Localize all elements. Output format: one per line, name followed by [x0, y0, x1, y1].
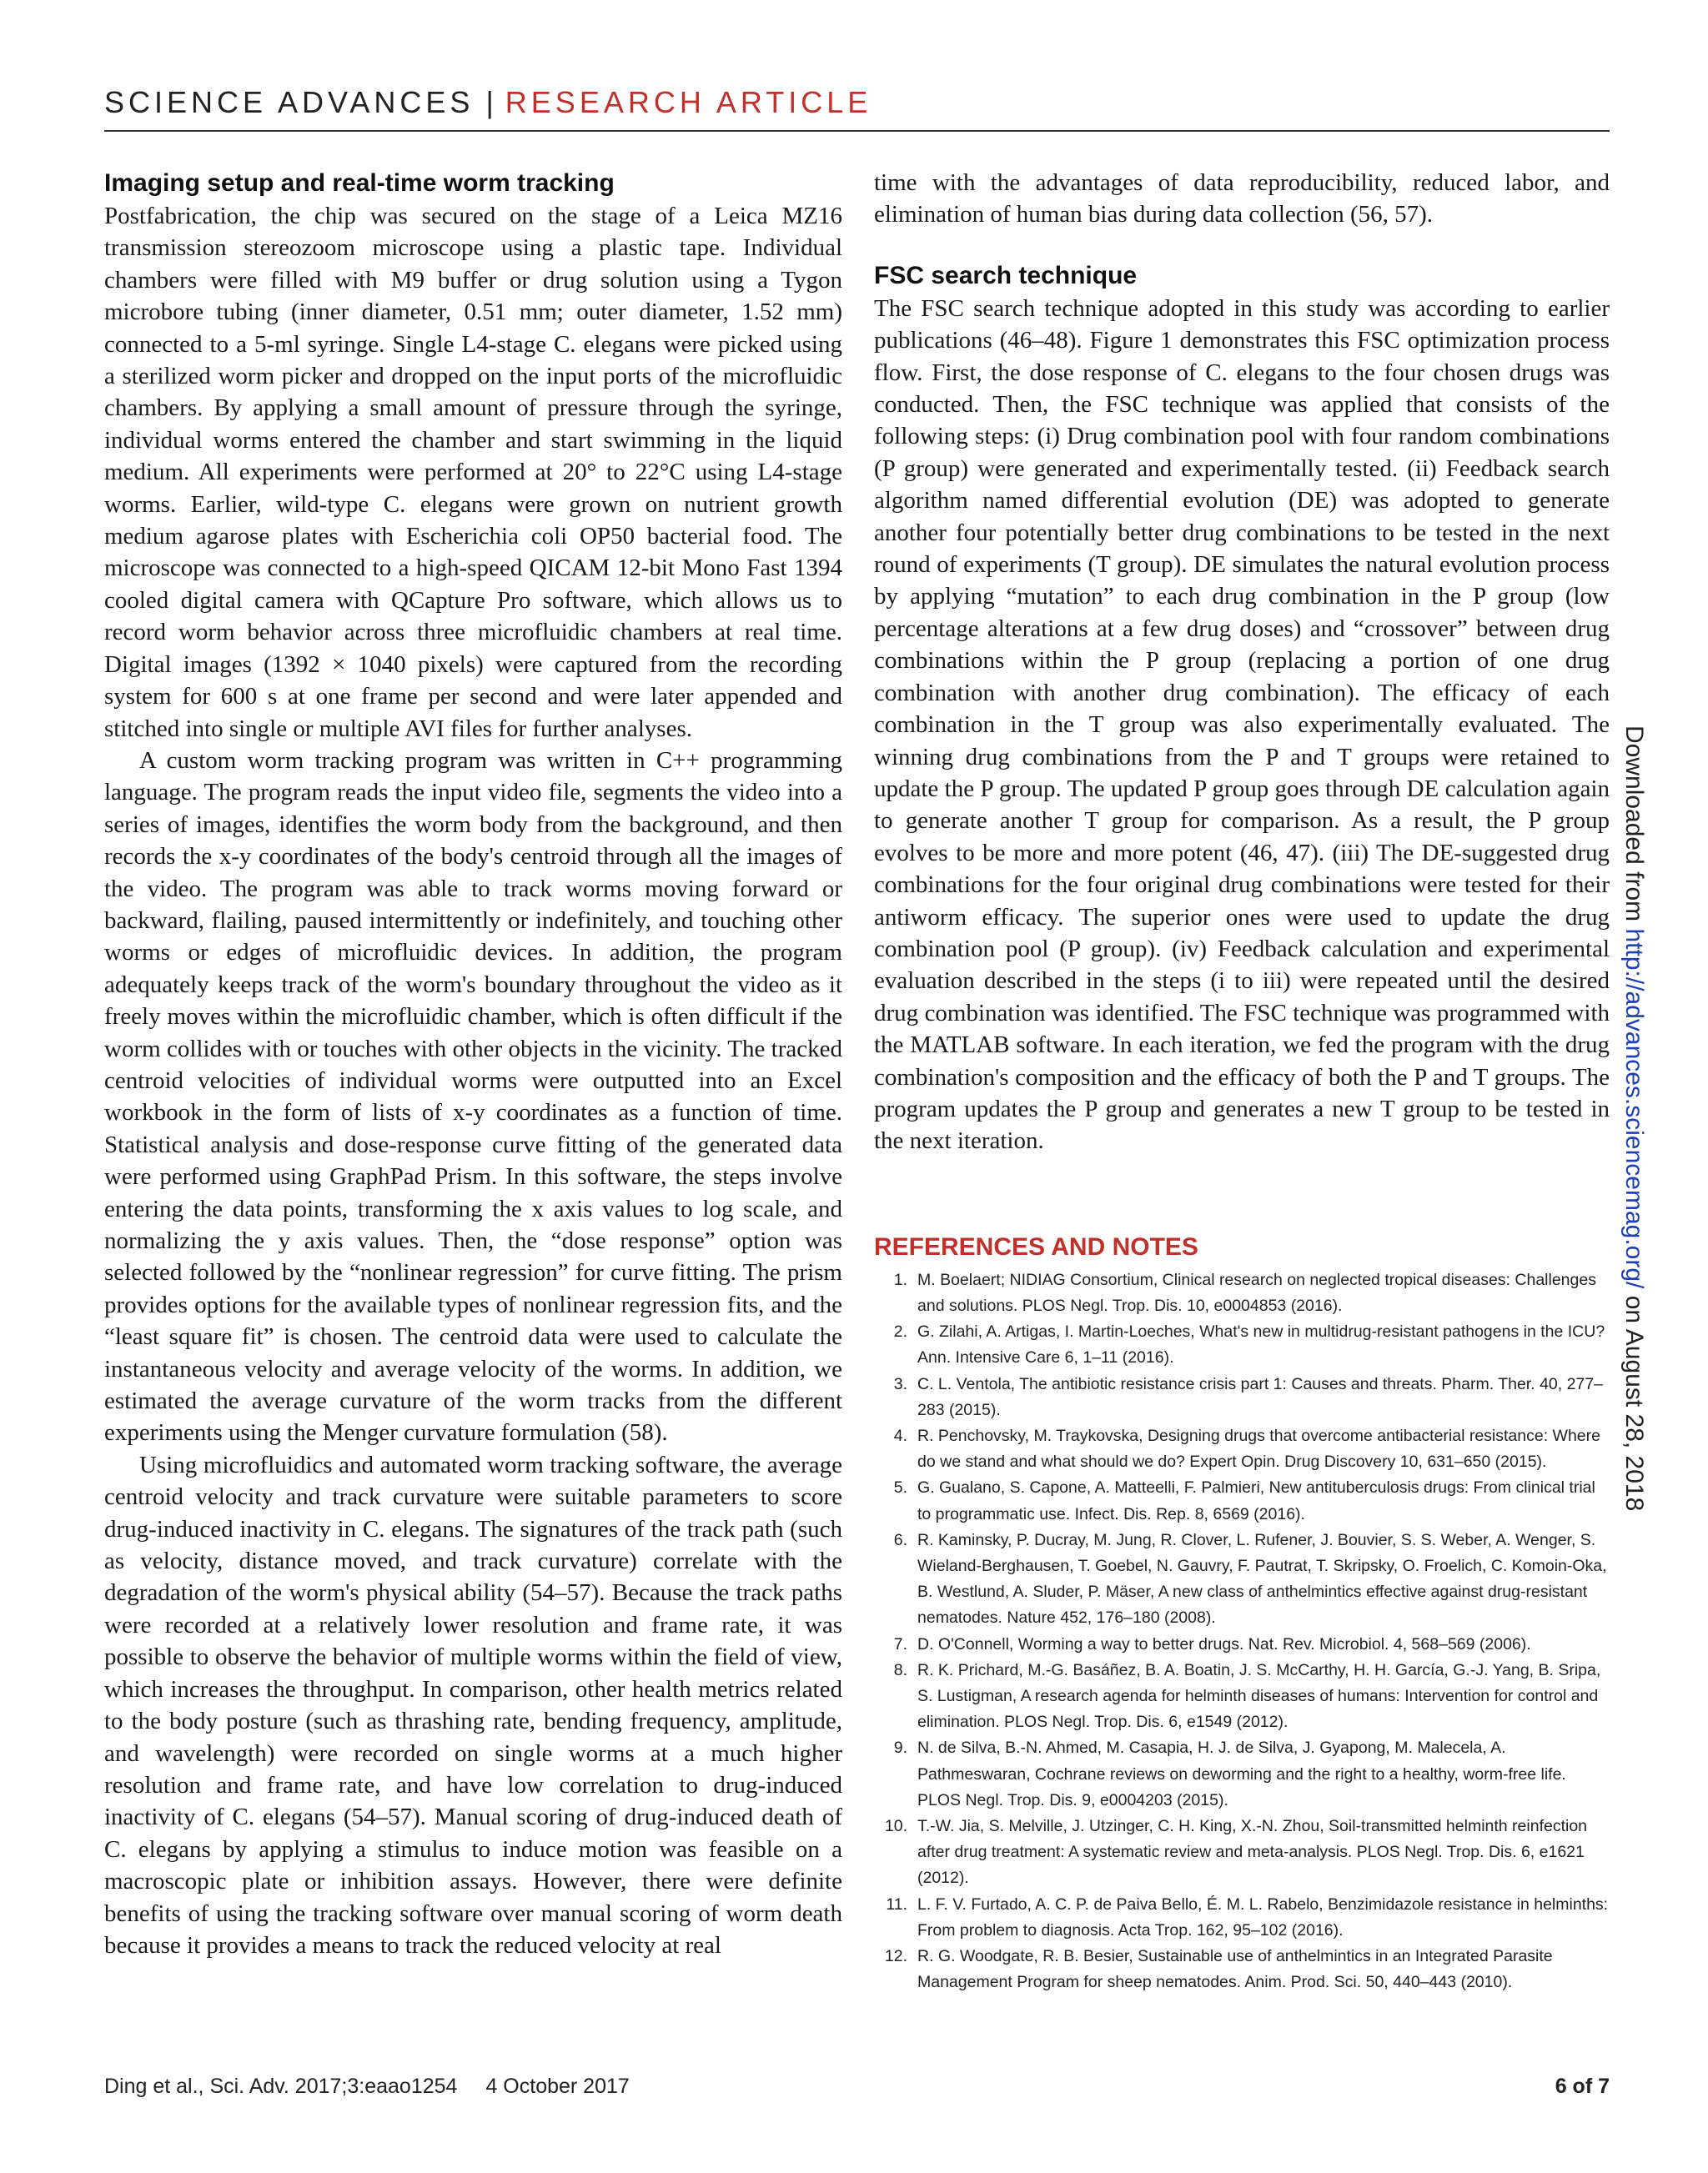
- reference-number: 5.: [893, 1478, 907, 1498]
- section-heading-fsc: FSC search technique: [874, 261, 1138, 289]
- right-column: [874, 167, 1610, 1995]
- download-note-suffix: on August 28, 2018: [1620, 1288, 1648, 1512]
- reference-item: [874, 1658, 1610, 1736]
- reference-item: [874, 1423, 1610, 1475]
- article-type: RESEARCH ARTICLE: [505, 85, 872, 119]
- paragraph-continuation: time with the advantages of data reproducibility, reduced labor, and elimination of human bias during data collection (56, 57).: [874, 169, 1610, 228]
- reference-text: C. L. Ventola, The antibiotic resistance crisis part 1: Causes and threats. Pharm. Ther. 40, 277–283 (2015).: [917, 1374, 1603, 1419]
- spacer: [874, 231, 1610, 259]
- reference-text: R. Kaminsky, P. Ducray, M. Jung, R. Clover, L. Rufener, J. Bouvier, S. S. Weber, A. Wenger, S. Wieland-Berghausen, T. Goebel, N. Gauvry, F. Pautrat, T. Skripsky, O. Froelich, C. Komoin-Oka, B. Westlund, A. Sluder, P. Mäser, A new class of anthelmintics effective against drug-resistant nematodes. Nature 452, 176–180 (2008).: [917, 1530, 1607, 1628]
- header-separator: |: [485, 85, 494, 119]
- reference-item: [874, 1632, 1610, 1658]
- reference-number: 10.: [884, 1817, 907, 1836]
- reference-text: L. F. V. Furtado, A. C. P. de Paiva Bello, É. M. L. Rabelo, Benzimidazole resistance in helminths: From problem to diagnosis. Acta Trop. 162, 95–102 (2016).: [917, 1894, 1609, 1940]
- reference-item: [874, 1892, 1610, 1944]
- paragraph-imaging-setup: Postfabrication, the chip was secured on the stage of a Leica MZ16 transmission stereozoom microscope using a plastic tape. Individual chambers were filled with M9 buffer or drug solution using a Tygon microbore tubing (inner diameter, 0.51 mm; outer diameter, 1.52 mm) connected to a 5-ml syringe. Single L4-stage C. elegans were picked using a sterilized worm picker and dropped on the input ports of the microfluidic chambers. By applying a small amount of pressure through the syringe, individual worms entered the chamber and start swimming in the liquid medium. All experiments were performed at 20° to 22°C using L4-stage worms. Earlier, wild-type C. elegans were grown on nutrient growth medium agarose plates with Escherichia coli OP50 bacterial food. The microscope was connected to a high-speed QICAM 12-bit Mono Fast 1394 cooled digital camera with QCapture Pro software, which allows us to record worm behavior across three microfluidic chambers at real time. Digital images (1392 × 1040 pixels) were captured from the recording system for 600 s at one frame per second and were later appended and stitched into single or multiple AVI files for further analyses.: [104, 203, 842, 742]
- reference-text: G. Zilahi, A. Artigas, I. Martin-Loeches, What's new in multidrug-resistant pathogens in the ICU? Ann. Intensive Care 6, 1–11 (2016).: [917, 1322, 1605, 1368]
- reference-text: M. Boelaert; NIDIAG Consortium, Clinical research on neglected tropical diseases: Challenges and solutions. PLOS Negl. Trop. Dis. 10, e0004853 (2016).: [917, 1270, 1596, 1315]
- reference-item: [874, 1267, 1610, 1319]
- reference-number: 7.: [893, 1634, 907, 1654]
- download-link[interactable]: http://advances.sciencemag.org/: [1620, 928, 1648, 1289]
- page-footer: [104, 2075, 1610, 2099]
- reference-text: R. K. Prichard, M.-G. Basáñez, B. A. Boatin, J. S. McCarthy, H. H. García, G.-J. Yang, B. Sripa, S. Lustigman, A research agenda for helminth diseases of humans: Intervention for control and elimination. PLOS Negl. Trop. Dis. 6, e1549 (2012).: [917, 1660, 1601, 1732]
- reference-text: R. Penchovsky, M. Traykovska, Designing drugs that overcome antibacterial resistance: Where do we stand and what should we do? Expert Opin. Drug Discovery 10, 631–650 (2015).: [917, 1427, 1600, 1472]
- section-heading-imaging: Imaging setup and real-time worm tracking: [104, 169, 615, 197]
- reference-text: R. G. Woodgate, R. B. Besier, Sustainable use of anthelmintics in an Integrated Parasite Management Program for sheep nematodes. Anim. Prod. Sci. 50, 440–443 (2010).: [917, 1947, 1553, 1992]
- header-rule: [104, 130, 1610, 132]
- reference-number: 2.: [893, 1322, 907, 1342]
- reference-text: N. de Silva, B.-N. Ahmed, M. Casapia, H. J. de Silva, J. Gyapong, M. Malecela, A. Pathmeswaran, Cochrane reviews on deworming and the right to a healthy, worm-free life. PLOS Negl. Trop. Dis. 9, e0004203 (2015).: [917, 1739, 1566, 1809]
- reference-text: T.-W. Jia, S. Melville, J. Utzinger, C. H. King, X.-N. Zhou, Soil-transmitted helminth reinfection after drug treatment: A systematic review and meta-analysis. PLOS Negl. Trop. Dis. 6, e1621 (2012).: [917, 1817, 1588, 1888]
- footer-date: 4 October 2017: [485, 2075, 630, 2098]
- download-note: [1620, 725, 1648, 1511]
- reference-item: [874, 1372, 1610, 1423]
- reference-item: [874, 1475, 1610, 1527]
- spacer: [874, 1157, 1610, 1231]
- reference-item: [874, 1319, 1610, 1371]
- footer-citation: Ding et al., Sci. Adv. 2017;3:eaao1254: [104, 2075, 458, 2098]
- reference-number: 12.: [884, 1947, 907, 1966]
- reference-text: D. O'Connell, Worming a way to better drugs. Nat. Rev. Microbiol. 4, 568–569 (2006).: [917, 1634, 1531, 1654]
- references-heading: REFERENCES AND NOTES: [874, 1232, 1198, 1261]
- download-note-prefix: Downloaded from: [1620, 725, 1648, 929]
- paragraph-tracking-program: A custom worm tracking program was written in C++ programming language. The program reads the input video file, segments the video into a series of images, identifies the worm body from the background, and then records the x-y coordinates of the body's centroid through all the images of the video. The program was able to track worms moving forward or backward, flailing, paused intermittently or indefinitely, and touching other worms or edges of microfluidic devices. In addition, the program adequately keeps track of the worm's boundary throughout the video as it freely moves within the microfluidic chamber, which is often difficult if the worm collides with or touches with other objects in the vicinity. The tracked centroid velocities of individual worms were outputted into an Excel workbook in the form of lists of x-y coordinates as a function of time. Statistical analysis and dose-response curve fitting of the generated data were performed using GraphPad Prism. In this software, the steps involve entering the data points, transforming the x axis values to log scale, and normalizing the y axis values. Then, the “dose response” option was selected followed by the “nonlinear regression” for curve fitting. The prism provides options for the available types of nonlinear regression fits, and the “least square fit” is chosen. The centroid data were used to calculate the instantaneous velocity and average velocity of the worms. In addition, we estimated the average curvature of the worm tracks from the different experiments using the Menger curvature formulation (58).: [104, 746, 842, 1447]
- page-number: 6 of 7: [1555, 2075, 1610, 2098]
- reference-number: 3.: [893, 1374, 907, 1393]
- reference-text: G. Gualano, S. Capone, A. Matteelli, F. Palmieri, New antituberculosis drugs: From clinical trial to programmatic use. Infect. Dis. Rep. 8, 6569 (2016).: [917, 1478, 1595, 1523]
- reference-item: [874, 1528, 1610, 1632]
- reference-item: [874, 1944, 1610, 1995]
- reference-item: [874, 1735, 1610, 1814]
- journal-header: [104, 85, 1610, 120]
- reference-number: 6.: [893, 1530, 907, 1549]
- reference-number: 11.: [886, 1894, 907, 1914]
- paragraph-tracking-metrics: Using microfluidics and automated worm tracking software, the average centroid velocity and track curvature were suitable parameters to score drug-induced inactivity in C. elegans. The signatures of the track path (such as velocity, distance moved, and track curvature) correlate with the degradation of the worm's physical ability (54–57). Because the track paths were recorded at a relatively lower resolution and frame rate, it was possible to observe the behavior of multiple worms within the field of view, which increases the throughput. In comparison, other health metrics related to the body posture (such as thrashing rate, bending frequency, amplitude, and wavelength) were recorded on single worms at a much higher resolution and frame rate, and have low correlation to drug-induced inactivity of C. elegans (54–57). Manual scoring of drug-induced death of C. elegans by applying a stimulus to induce motion was feasible on a macroscopic plate or inhibition assays. However, there were definite benefits of using the tracking software over manual scoring of worm death because it provides a means to track the reduced velocity at real: [104, 1451, 842, 1959]
- reference-number: 8.: [893, 1660, 907, 1679]
- left-column: [104, 167, 842, 1961]
- reference-item: [874, 1814, 1610, 1892]
- reference-number: 1.: [893, 1270, 907, 1289]
- paragraph-fsc-technique: The FSC search technique adopted in this study was according to earlier publications (46–48). Figure 1 demonstrates this FSC optimization process flow. First, the dose response of C. elegans to the four chosen drugs was conducted. Then, the FSC technique was applied that consists of the following steps: (i) Drug combination pool with four random combinations (P group) were generated and experimentally tested. (ii) Feedback search algorithm named differential evolution (DE) was adopted to generate another four potentially better drug combinations to be tested in the next round of experiments (T group). DE simulates the natural evolution process by applying “mutation” to each drug combination in the P group (low percentage alterations at a few drug doses) and “crossover” between drug combinations within the P group (replacing a portion of one drug combination with another drug combination). The efficacy of each combination in the T group was also experimentally evaluated. The winning drug combinations from the P and T groups were retained to update the P group. The updated P group goes through DE calculation again to generate another T group for comparison. As a result, the P group evolves to be more and more potent (46, 47). (iii) The DE-suggested drug combinations for the four original drug combinations were tested for their antiworm efficacy. The superior ones were used to update the drug combination pool (P group). (iv) Feedback calculation and experimental evaluation described in the steps (i to iii) were repeated until the desired drug combination was identified. The FSC technique was programmed with the MATLAB software. In each iteration, we fed the program with the drug combination's composition and the efficacy of both the P and T groups. The program updates the P group and generates a new T group to be tested in the next iteration.: [874, 294, 1610, 1155]
- references-list: [874, 1267, 1610, 1996]
- reference-number: 4.: [893, 1427, 907, 1445]
- journal-name: SCIENCE ADVANCES: [104, 85, 475, 119]
- reference-number: 9.: [893, 1739, 907, 1758]
